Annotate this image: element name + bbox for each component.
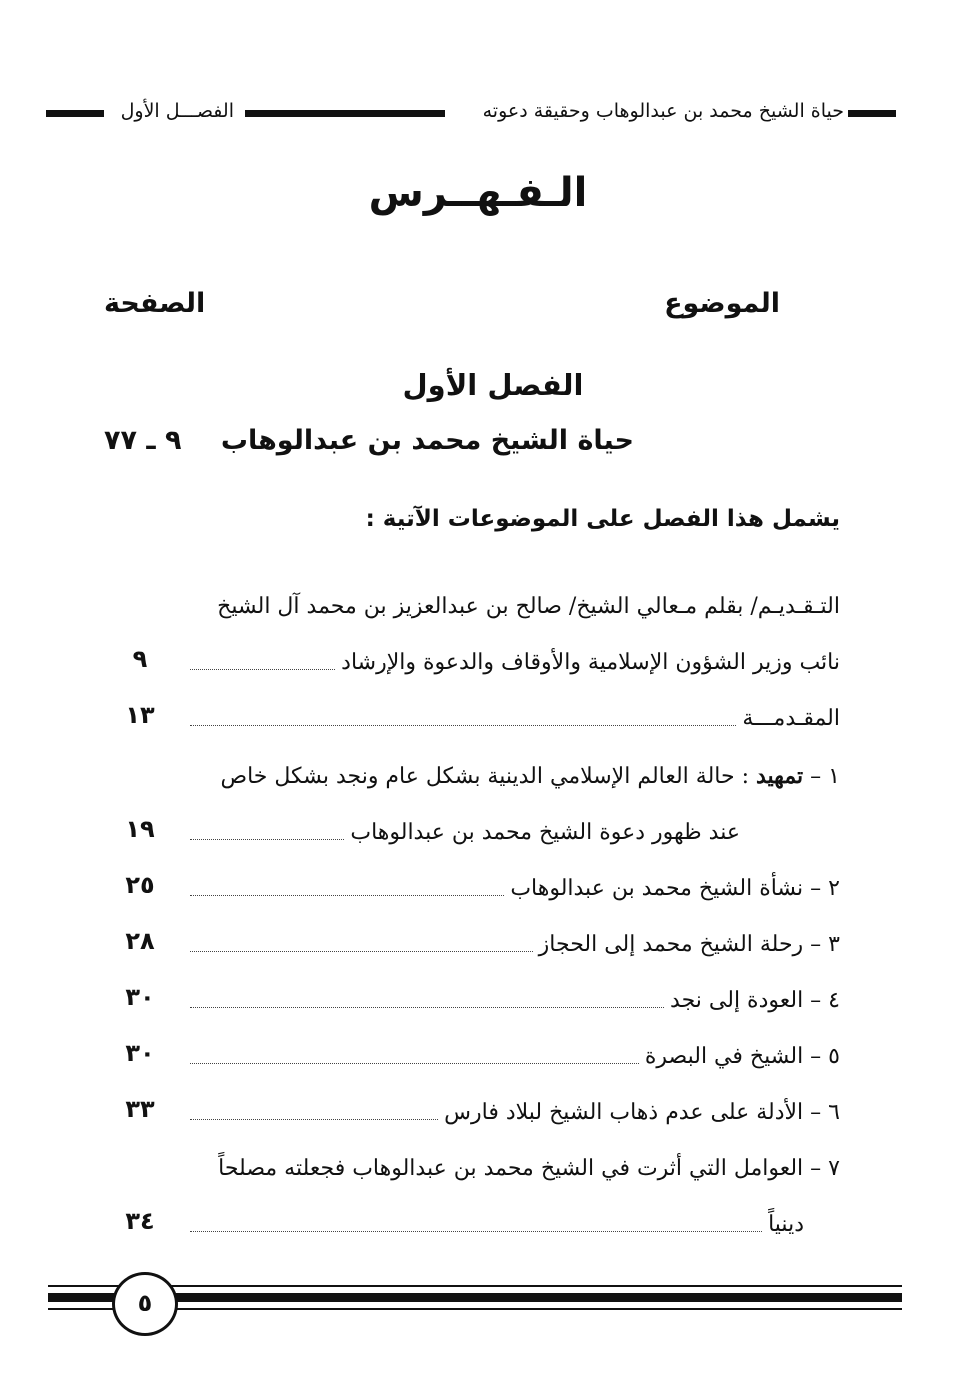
toc-page-number: ٣٠ xyxy=(125,983,155,1011)
column-topic-heading: الموضوع xyxy=(664,288,780,319)
header-rule-left xyxy=(46,110,104,117)
toc-entry-number: ١ – xyxy=(803,764,840,789)
toc-entry-line xyxy=(190,1032,840,1072)
toc-entry-line xyxy=(190,1088,840,1128)
toc-page-number: ٢٨ xyxy=(125,927,155,955)
toc-entry-line xyxy=(190,582,840,622)
toc-entry-rest: : حالة العالم الإسلامي الدينية بشكل عام ونجد بشكل خاص xyxy=(220,764,756,789)
toc-entry-line xyxy=(190,752,840,792)
column-page-heading: الصفحة xyxy=(104,288,206,319)
page-title: الـفـهــرس xyxy=(368,170,588,216)
footer-rule-thin-top xyxy=(48,1285,902,1287)
dot-leader xyxy=(190,951,533,952)
toc-entry-text: ٥ – الشيخ في البصرة xyxy=(644,1044,840,1069)
toc-entry-line xyxy=(190,1200,840,1240)
toc-page-number: ٢٥ xyxy=(125,871,155,899)
toc-entry-text: عند ظهور دعوة الشيخ محمد بن عبدالوهاب xyxy=(350,820,740,845)
header-rule-right xyxy=(848,110,896,117)
dot-leader xyxy=(190,839,344,840)
header-chapter-label: الفصـــل الأول xyxy=(120,100,234,122)
chapter-page-range: ٩ ـ ٧٧ xyxy=(104,425,182,456)
dot-leader xyxy=(190,1063,639,1064)
dot-leader xyxy=(190,1231,762,1232)
toc-entry-text: ٤ – العودة إلى نجد xyxy=(670,988,840,1013)
chapter-subtitle: حياة الشيخ محمد بن عبدالوهاب xyxy=(220,425,634,456)
toc-page-number: ١٩ xyxy=(125,815,155,843)
chapter-intro: يشمل هذا الفصل على الموضوعات الآتية : xyxy=(365,506,840,532)
toc-entry-text: نائب وزير الشؤون الإسلامية والأوقاف والدعوة والإرشاد xyxy=(341,650,840,675)
toc-entry-text: ٧ – العوامل التي أثرت في الشيخ محمد بن عبدالوهاب فجعلته مصلحاً xyxy=(218,1156,840,1181)
toc-entry-line xyxy=(190,864,840,904)
toc-entry-text xyxy=(221,761,841,792)
dot-leader xyxy=(190,895,504,896)
header-book-title: حياة الشيخ محمد بن عبدالوهاب وحقيقة دعوته xyxy=(482,100,844,122)
toc-entry-text: ٣ – رحلة الشيخ محمد إلى الحجاز xyxy=(538,932,840,957)
toc-entry-keyword: تمهيد xyxy=(756,763,804,789)
toc-entry-text: المقـدمـــة xyxy=(742,706,840,731)
toc-entry-line xyxy=(190,638,840,678)
toc-entry-text: ٦ – الأدلة على عدم ذهاب الشيخ لبلاد فارس xyxy=(444,1100,840,1125)
toc-page-number: ١٣ xyxy=(125,701,155,729)
toc-entry-line xyxy=(190,694,840,734)
toc-entry-line xyxy=(190,1144,840,1184)
toc-page-number: ٩ xyxy=(132,645,148,673)
header-rule-middle xyxy=(245,110,445,117)
page-number-circle xyxy=(112,1272,178,1336)
dot-leader xyxy=(190,725,736,726)
toc-entry-line xyxy=(190,976,840,1016)
toc-page-number: ٣٠ xyxy=(125,1039,155,1067)
dot-leader xyxy=(190,669,335,670)
dot-leader xyxy=(190,1007,664,1008)
toc-entry-text: ٢ – نشأة الشيخ محمد بن عبدالوهاب xyxy=(510,876,840,901)
page-number: ٥ xyxy=(137,1289,153,1317)
toc-entry-line xyxy=(190,808,840,848)
toc-entry-line xyxy=(190,920,840,960)
chapter-title: الفصل الأول xyxy=(402,368,584,402)
toc-page-number: ٣٤ xyxy=(125,1207,155,1235)
toc-page-number: ٣٣ xyxy=(125,1095,155,1123)
toc-entry-text: التـقـديـم/ بقلم مـعالي الشيخ/ صالح بن عبدالعزيز بن محمد آل الشيخ xyxy=(217,594,840,619)
toc-entry-text: دينياً xyxy=(768,1212,804,1237)
dot-leader xyxy=(190,1119,438,1120)
